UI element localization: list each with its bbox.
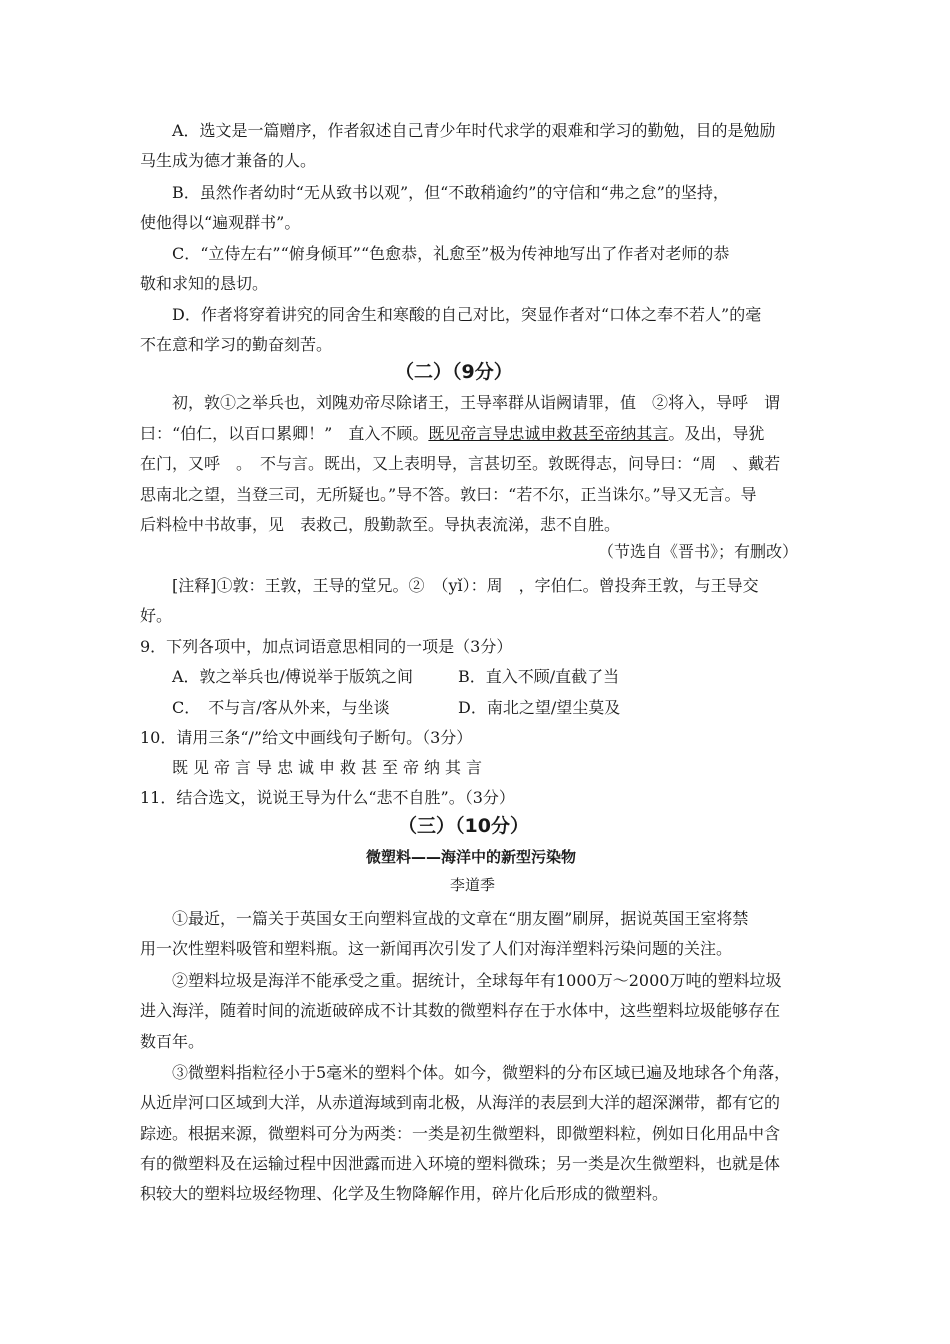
option-a-line2: 马生成为德才兼备的人。 (140, 151, 317, 170)
article-author: 李道季 (450, 876, 496, 894)
underlined-sentence: 既见帝言导忠诚申救甚至帝纳其言 (428, 424, 669, 443)
passage-line-1: 初，敦①之举兵也，刘隗劝帝尽除诸王，王导率群从诣阙请罪，值 ②将入，导呼 谓 (172, 393, 781, 412)
passage-line-4: 思南北之望，当登三司，无所疑也。”导不答。敦曰：“若不尔，正当诛尔。”导又无言。导 (140, 485, 757, 504)
annotation-line-1: [注释]①敦：王敦，王导的堂兄。② （yǐ）：周 ，字伯仁。曾投奔王敦，与王导交 (172, 576, 759, 595)
article-p1-line2: 用一次性塑料吸管和塑料瓶。这一新闻再次引发了人们对海洋塑料污染问题的关注。 (140, 939, 733, 958)
article-p3-line4: 有的微塑料及在运输过程中因泄露而进入环境的塑料微珠；另一类是次生微塑料，也就是体 (140, 1154, 781, 1173)
question-9: 9．下列各项中，加点词语意思相同的一项是（3分） (140, 637, 513, 656)
question-10-sentence: 既见帝言导忠诚申救甚至帝纳其言 (172, 758, 488, 777)
option-b-line1: B．虽然作者幼时“无从致书以观”，但“不敢稍逾约”的守信和“弗之怠”的坚持， (172, 183, 729, 202)
question-9-option-b: B．直入不顾/直截了当 (458, 667, 620, 686)
passage-line-2 (140, 423, 764, 445)
section-2-heading: （二）（9分） (395, 361, 513, 383)
passage-line-5: 后料检中书故事，见 表救己，殷勤款至。导执表流涕，悲不自胜。 (140, 515, 621, 534)
article-p2-line1: ②塑料垃圾是海洋不能承受之重。据统计，全球每年有1000万～2000万吨的塑料垃圾 (172, 971, 782, 990)
article-title: 微塑料——海洋中的新型污染物 (366, 848, 577, 866)
article-p3-line3: 踪迹。根据来源，微塑料可分为两类：一类是初生微塑料，即微塑料粒，例如日化用品中含 (140, 1124, 781, 1143)
passage-line-2-end: 。及出，导犹 (668, 424, 765, 443)
article-p3-line1: ③微塑料指粒径小于5毫米的塑料个体。如今，微塑料的分布区域已遍及地球各个角落， (172, 1063, 791, 1082)
article-p2-line2: 进入海洋，随着时间的流逝破碎成不计其数的微塑料存在于水体中，这些塑料垃圾能够存在 (140, 1001, 781, 1020)
option-c-line2: 敬和求知的恳切。 (140, 274, 269, 293)
article-p3-line5: 积较大的塑料垃圾经物理、化学及生物降解作用，碎片化后形成的微塑料。 (140, 1184, 669, 1203)
option-d-line2: 不在意和学习的勤奋刻苦。 (140, 335, 333, 354)
question-9-option-c: C． 不与言/客从外来，与坐谈 (172, 698, 390, 717)
source-citation: （节选自《晋书》；有删改） (598, 542, 799, 561)
article-p1-line1: ①最近，一篇关于英国女王向塑料宣战的文章在“朋友圈”刷屏，据说英国王室将禁 (172, 909, 749, 928)
option-a-line1: A．选文是一篇赠序，作者叙述自己青少年时代求学的艰难和学习的勤勉，目的是勉励 (172, 121, 776, 140)
question-11: 11．结合选文，说说王导为什么“悲不自胜”。（3分） (140, 788, 515, 807)
article-p3-line2: 从近岸河口区域到大洋，从赤道海域到南北极，从海洋的表层到大洋的超深渊带，都有它的 (140, 1093, 781, 1112)
article-p2-line3: 数百年。 (140, 1032, 205, 1051)
question-10: 10．请用三条“/”给文中画线句子断句。（3分） (140, 728, 473, 747)
option-b-line2: 使他得以“遍观群书”。 (140, 213, 301, 232)
annotation-line-2: 好。 (140, 606, 173, 625)
passage-line-2-start: 曰：“伯仁，以百口累卿！” 直入不顾。 (140, 424, 429, 443)
option-d-line1: D．作者将穿着讲究的同舍生和寒酸的自己对比，突显作者对“口体之奉不若人”的毫 (172, 305, 762, 324)
question-9-option-d: D．南北之望/望尘莫及 (458, 698, 621, 717)
question-9-option-a: A．敦之举兵也/傅说举于版筑之间 (172, 667, 413, 686)
passage-line-3: 在门，又呼 。 不与言。既出，又上表明导，言甚切至。敦既得志，问导曰：“周 、戴若 (140, 454, 781, 473)
section-3-heading: （三）（10分） (398, 815, 529, 837)
option-c-line1: C．“立侍左右”“俯身倾耳”“色愈恭，礼愈至”极为传神地写出了作者对老师的恭 (172, 244, 730, 263)
